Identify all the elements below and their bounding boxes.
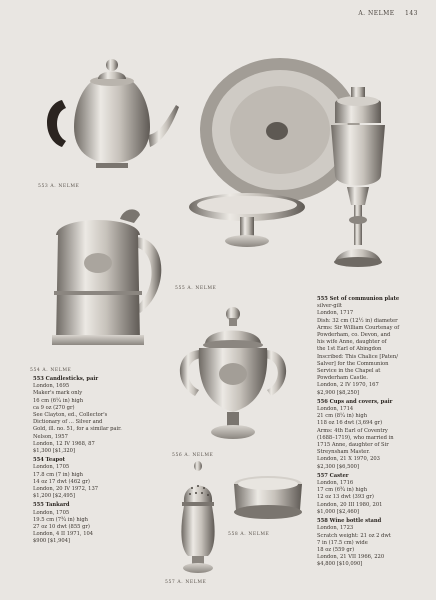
entry-line: London, 1716: [317, 480, 354, 487]
entry-557-caster: [317, 473, 429, 516]
entry-line: London, 1695: [33, 383, 70, 390]
wine-bottle-stand-photo: [228, 472, 308, 527]
entry-line: the 1st Earl of Abingdon: [317, 346, 382, 353]
entry-line: London, 1723: [317, 525, 354, 532]
entry-line: (1688–1719), who married in: [317, 434, 394, 441]
right-caption-text: [317, 296, 429, 571]
entry-554-teapot: [33, 457, 171, 500]
entry-line: 21 cm (8¼ in) high: [317, 413, 368, 420]
entry-line: silver-gilt: [317, 303, 342, 310]
entry-line: London, 20 III 1980, 201: [317, 501, 383, 508]
entry-line: Powderham Castle.: [317, 375, 368, 382]
entry-556-cups-and-covers: [317, 399, 429, 471]
entry-line: Arms: 4th Earl of Coventry: [317, 427, 388, 434]
entry-line: London, 12 IV 1968, 87: [33, 440, 95, 447]
entry-line: 17.8 cm (7 in) high: [33, 471, 83, 478]
entry-line: $1,200 [$2,495]: [33, 493, 75, 500]
entry-line: Dish: 32 cm (12½ in) diameter: [317, 317, 398, 324]
entry-line: 19.5 cm (7¾ in) high: [33, 516, 89, 523]
caster-photo: [168, 458, 228, 578]
entry-line: Service in the Chapel at: [317, 368, 381, 375]
entry-line: 14 oz 17 dwt (462 gr): [33, 478, 90, 485]
entry-line: Streynsham Master.: [317, 449, 370, 456]
entry-line: See Clayton, ed., Collector's: [33, 412, 108, 419]
caption-556: 556 A. NELME: [172, 453, 214, 458]
entry-title: 558 Wine bottle stand: [317, 518, 382, 525]
entry-title: 554 Teapot: [33, 457, 66, 464]
entry-line: Powderham, co. Devon, and: [317, 332, 391, 339]
entry-line: 118 oz 16 dwt (3,694 gr): [317, 420, 383, 427]
entry-line: London, 4 II 1971, 104: [33, 531, 94, 538]
entry-line: Maker's mark only: [33, 390, 83, 397]
page-number: 143: [405, 10, 418, 17]
entry-line: Arms: Sir William Courtenay of: [317, 324, 400, 331]
entry-line: 12 oz 13 dwt (393 gr): [317, 494, 374, 501]
entry-line: $1,000 [$2,460]: [317, 508, 359, 515]
entry-line: London, 21 X 1970, 203: [317, 456, 380, 463]
entry-line: Nelson, 1957: [33, 433, 68, 440]
entry-line: $1,300 [$1,320]: [33, 448, 75, 455]
entry-line: Salver] for the Communion: [317, 360, 389, 367]
entry-line: $900 [$1,904]: [33, 538, 71, 545]
entry-title: 555 Set of communion plate: [317, 296, 400, 302]
entry-line: 7 in (17.5 cm) wide: [317, 539, 368, 546]
entry-line: Dictionary of … Silver and: [33, 419, 103, 426]
entry-line: London, 20 IV 1972, 137: [33, 486, 99, 493]
entry-title: 553 Candlesticks, pair: [33, 376, 99, 382]
entry-553-candlesticks: [33, 376, 171, 455]
entry-line: his wife Anne, daughter of: [317, 339, 387, 346]
teapot-photo: [40, 55, 190, 180]
running-head-title: A. NELME: [358, 10, 395, 17]
entry-title: 555 Tankard: [33, 502, 70, 509]
entry-line: London, 1705: [33, 509, 70, 516]
left-caption-text: [33, 376, 171, 548]
entry-558-wine-bottle-stand: [317, 518, 429, 568]
entry-line: 16 cm (6¼ in) high: [33, 397, 84, 404]
cup-and-cover-photo: [165, 300, 303, 455]
entry-line: 1715 Anne, daughter of Sir: [317, 442, 389, 449]
entry-line: Scratch weight: 21 oz 2 dwt: [317, 532, 391, 539]
entry-title: 557 Caster: [317, 472, 349, 479]
entry-555-tankard: [33, 502, 171, 545]
entry-line: London, 1714: [317, 406, 354, 413]
entry-line: $2,900 [$8,250]: [317, 389, 359, 396]
running-head: [358, 10, 418, 17]
entry-line: Inscribed: This Chalice [Paten/: [317, 353, 398, 360]
entry-line: $2,300 [$6,500]: [317, 463, 359, 470]
caption-554: 554 A. NELME: [30, 368, 72, 373]
entry-line: London, 21 VII 1966, 220: [317, 554, 385, 561]
entry-title: 556 Cups and covers, pair: [317, 398, 393, 405]
caption-553: 553 A. NELME: [38, 184, 80, 189]
entry-555-communion-plate: [317, 296, 429, 397]
communion-plate-photo: [185, 55, 415, 277]
entry-line: ca 9 oz (270 gr): [33, 404, 75, 411]
caption-557: 557 A. NELME: [165, 580, 207, 585]
entry-line: 17 cm (6¾ in) high: [317, 487, 368, 494]
entry-line: $4,800 [$10,090]: [317, 561, 363, 568]
tankard-photo: [28, 195, 178, 360]
entry-line: 18 oz (559 gr): [317, 546, 355, 553]
entry-line: 27 oz 10 dwt (855 gr): [33, 524, 90, 531]
caption-555: 555 A. NELME: [175, 286, 217, 291]
caption-558: 558 A. NELME: [228, 532, 270, 537]
entry-line: London, 1705: [33, 464, 70, 471]
entry-line: London, 2 IV 1970, 167: [317, 382, 379, 389]
entry-line: London, 1717: [317, 310, 354, 317]
entry-line: Gold, ill. no. 51, for a similar pair.: [33, 426, 122, 433]
